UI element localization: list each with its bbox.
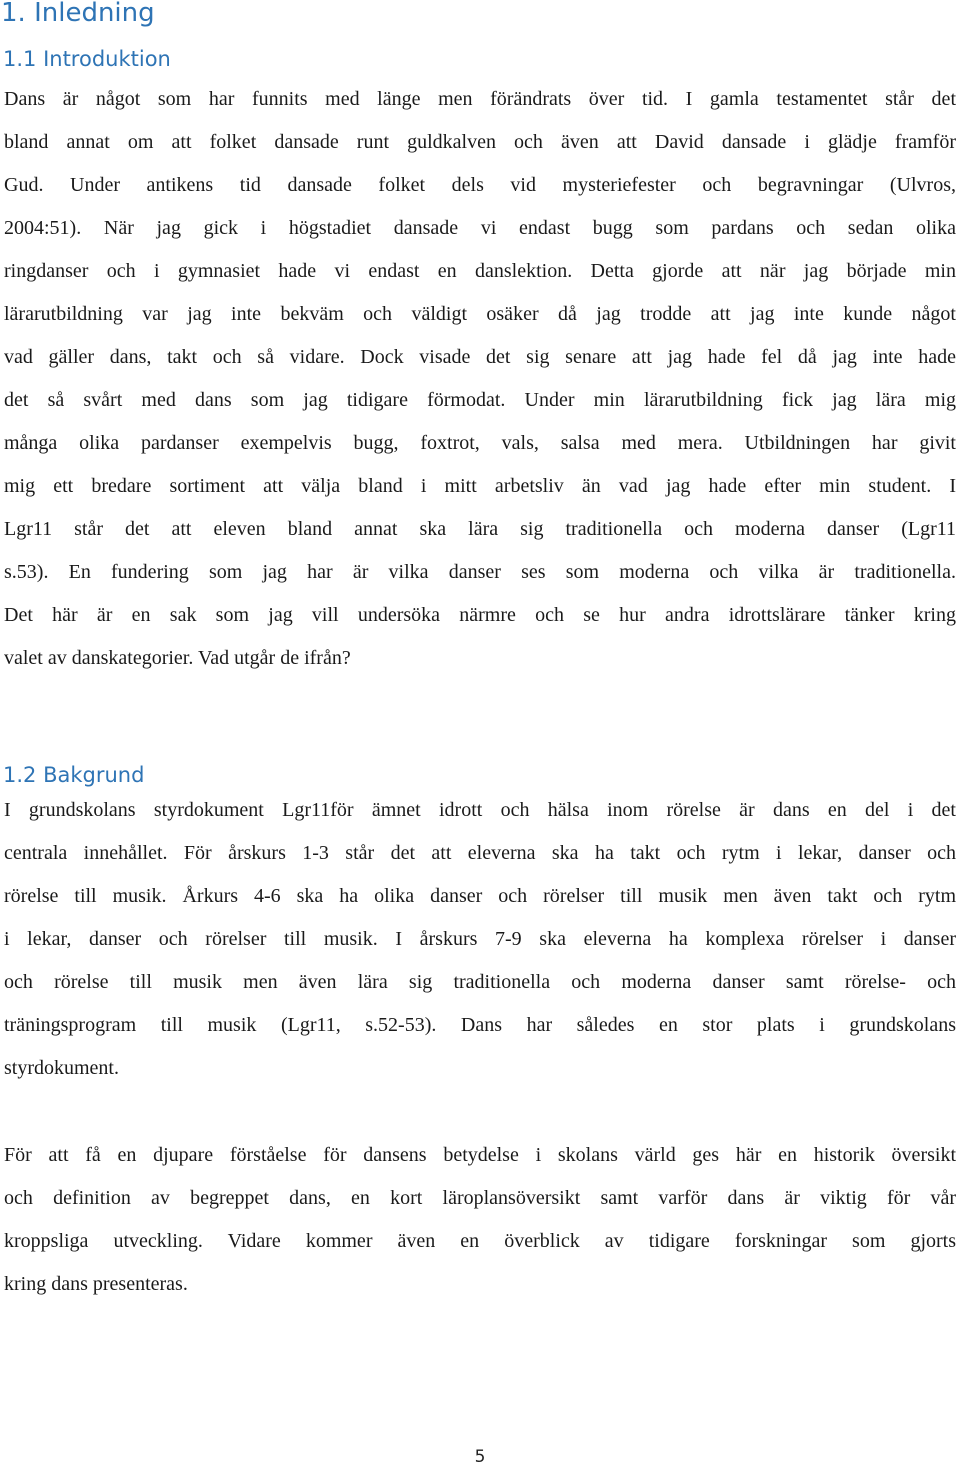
paragraph-line: valet av danskategorier. Vad utgår de ifrån? — [4, 647, 351, 669]
background-paragraph-2 — [4, 1134, 956, 1306]
intro-paragraph — [4, 78, 956, 680]
paragraph-line: bland annat om att folket dansade runt guldkalven och även att David dansade i glädje framför — [4, 131, 956, 153]
paragraph-line: 2004:51). När jag gick i högstadiet dansade vi endast bugg som pardans och sedan olika — [4, 217, 956, 239]
paragraph-line: centrala innehållet. För årskurs 1-3 står det att eleverna ska ha takt och rytm i lekar, danser och — [4, 842, 956, 864]
paragraph-line: s.53). En fundering som jag har är vilka danser ses som moderna och vilka är traditionella. — [4, 561, 956, 583]
paragraph-line: Dans är något som har funnits med länge men förändrats över tid. I gamla testamentet står det — [4, 88, 956, 110]
paragraph-line: kring dans presenteras. — [4, 1273, 188, 1295]
section-heading-introduktion: 1.1 Introduktion — [3, 47, 171, 71]
paragraph-line: i lekar, danser och rörelser till musik. I årskurs 7-9 ska eleverna ha komplexa rörelser i danser — [4, 928, 956, 950]
paragraph-line: rörelse till musik. Årkurs 4-6 ska ha olika danser och rörelser till musik men även takt och rytm — [4, 885, 956, 907]
paragraph-line: och rörelse till musik men även lära sig traditionella och moderna danser samt rörelse- och — [4, 971, 956, 993]
paragraph-line: träningsprogram till musik (Lgr11, s.52-53). Dans har således en stor plats i grundskolans — [4, 1014, 956, 1036]
paragraph-line: I grundskolans styrdokument Lgr11för ämnet idrott och hälsa inom rörelse är dans en del i det — [4, 799, 956, 821]
section-heading-bakgrund: 1.2 Bakgrund — [3, 763, 145, 787]
paragraph-line: många olika pardanser exempelvis bugg, foxtrot, vals, salsa med mera. Utbildningen har givit — [4, 432, 956, 454]
paragraph-line: mig ett bredare sortiment att välja bland i mitt arbetsliv än vad jag hade efter min student. I — [4, 475, 956, 497]
paragraph-line: det så svårt med dans som jag tidigare förmodat. Under min lärarutbildning fick jag lära mig — [4, 389, 956, 411]
paragraph-line: Gud. Under antikens tid dansade folket dels vid mysteriefester och begravningar (Ulvros, — [4, 174, 956, 196]
background-paragraph-1 — [4, 789, 956, 1090]
paragraph-line: och definition av begreppet dans, en kort läroplansöversikt samt varför dans är viktig för vår — [4, 1187, 956, 1209]
paragraph-line: kroppsliga utveckling. Vidare kommer även en överblick av tidigare forskningar som gjorts — [4, 1230, 956, 1252]
chapter-heading: 1. Inledning — [1, 0, 155, 28]
paragraph-line: lärarutbildning var jag inte bekväm och väldigt osäker då jag trodde att jag inte kunde något — [4, 303, 956, 325]
paragraph-line: För att få en djupare förståelse för dansens betydelse i skolans värld ges här en historik översikt — [4, 1144, 956, 1166]
paragraph-line: styrdokument. — [4, 1057, 119, 1079]
paragraph-line: ringdanser och i gymnasiet hade vi endast en danslektion. Detta gjorde att när jag började min — [4, 260, 956, 282]
paragraph-line: Det här är en sak som jag vill undersöka närmre och se hur andra idrottslärare tänker kring — [4, 604, 956, 626]
paragraph-line: vad gäller dans, takt och så vidare. Dock visade det sig senare att jag hade fel då jag inte hade — [4, 346, 956, 368]
page-number: 5 — [474, 1447, 486, 1467]
paragraph-line: Lgr11 står det att eleven bland annat ska lära sig traditionella och moderna danser (Lgr11 — [4, 518, 956, 540]
